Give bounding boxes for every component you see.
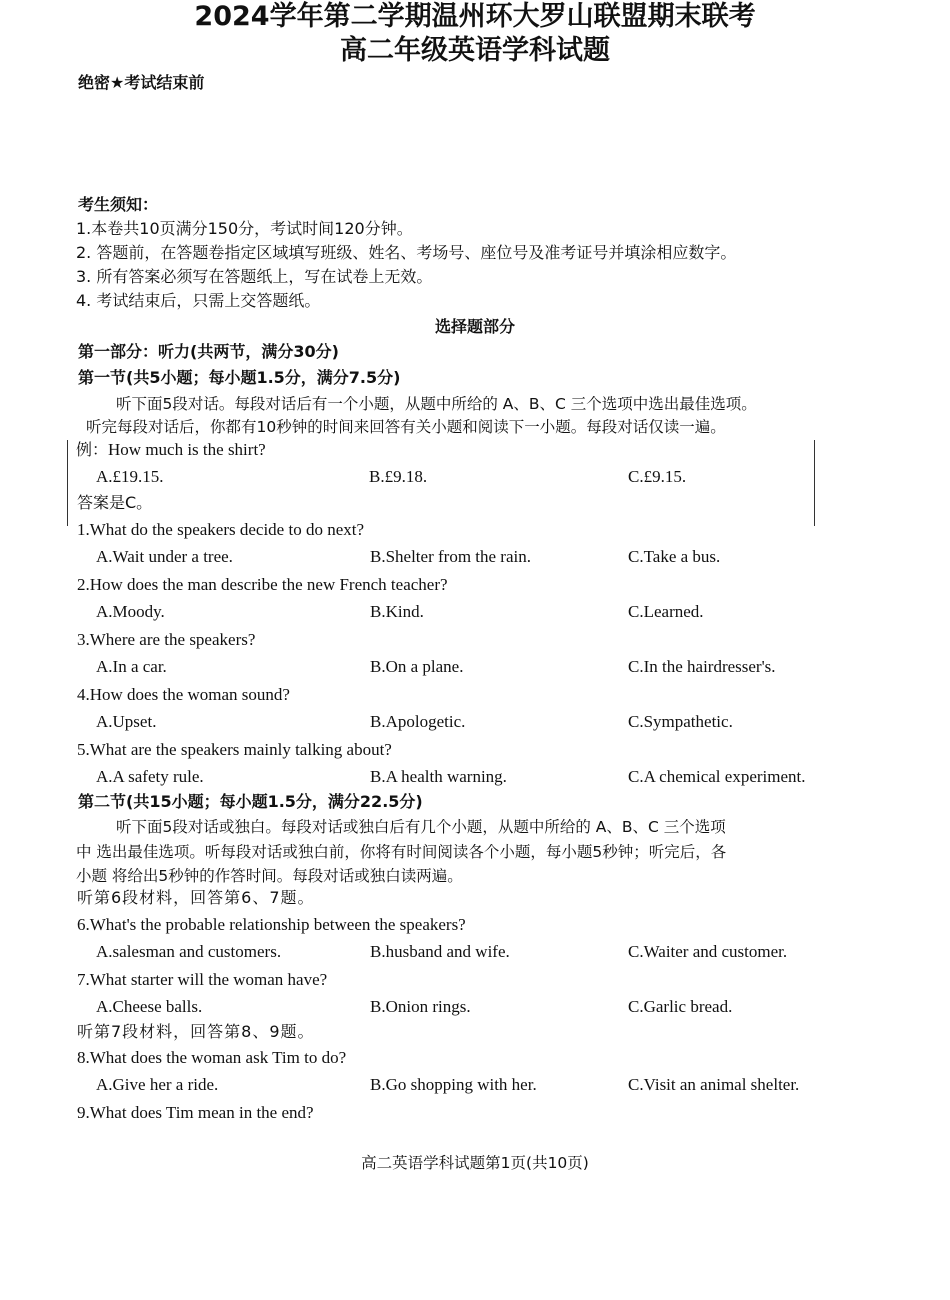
answer-option-c: C.Take a bus. — [628, 547, 721, 566]
answer-option-c: C.Garlic bread. — [628, 997, 733, 1016]
example-answer: 答案是C。 — [77, 493, 153, 512]
part1-title: 第一部分：听力(共两节，满分30分) — [78, 342, 339, 361]
section1-instructions: 听完每段对话后，你都有10秒钟的时间来回答有关小题和阅读下一小题。每段对话仅读一遍。 — [86, 418, 726, 436]
example-border-right — [814, 440, 815, 526]
example-option-a: A.£19.15. — [96, 467, 164, 486]
answer-option-b: B.husband and wife. — [370, 942, 510, 961]
question-text: 6.What's the probable relationship between the speakers? — [77, 915, 466, 934]
answer-option-c: C.Visit an animal shelter. — [628, 1075, 800, 1094]
section2-instructions: 小题 将给出5秒钟的作答时间。每段对话或独白读两遍。 — [76, 867, 463, 885]
question-text: 1.What do the speakers decide to do next? — [77, 520, 365, 539]
answer-option-c: C.In the hairdresser's. — [628, 657, 776, 676]
question-text: 4.How does the woman sound? — [77, 685, 290, 704]
question-text: 3.Where are the speakers? — [77, 630, 256, 649]
answer-option-c: C.A chemical experiment. — [628, 767, 806, 786]
example-option-b: B.£9.18. — [369, 467, 428, 486]
answer-option-a: A.Moody. — [96, 602, 165, 621]
question-text: 8.What does the woman ask Tim to do? — [77, 1048, 347, 1067]
question-text: 9.What does Tim mean in the end? — [77, 1103, 314, 1122]
answer-option-b: B.Shelter from the rain. — [370, 547, 531, 566]
material-7-heading: 听第7段材料，回答第8、9题。 — [77, 1022, 315, 1041]
answer-option-b: B.Kind. — [370, 602, 424, 621]
answer-option-c: C.Sympathetic. — [628, 712, 733, 731]
answer-option-a: A.Wait under a tree. — [96, 547, 233, 566]
answer-option-b: B.Onion rings. — [370, 997, 471, 1016]
answer-option-c: C.Waiter and customer. — [628, 942, 788, 961]
notice-item: 4. 考试结束后，只需上交答题纸。 — [76, 291, 321, 310]
answer-option-b: B.A health warning. — [370, 767, 507, 786]
section2-instructions: 中 选出最佳选项。听每段对话或独白前，你将有时间阅读各个小题，每小题5秒钟；听完后，各 — [76, 843, 727, 861]
answer-option-a: A.Give her a ride. — [96, 1075, 219, 1094]
answer-option-a: A.In a car. — [96, 657, 167, 676]
material-6-heading: 听第6段材料，回答第6、7题。 — [77, 888, 315, 907]
answer-option-b: B.Apologetic. — [370, 712, 466, 731]
exam-subtitle: 高二年级英语学科试题 — [340, 35, 610, 66]
part-title: 选择题部分 — [434, 317, 515, 336]
section2-title: 第二节(共15小题；每小题1.5分，满分22.5分) — [78, 792, 423, 811]
notice-item: 1.本卷共10页满分150分，考试时间120分钟。 — [76, 219, 413, 238]
example-question: 例：How much is the shirt? — [76, 440, 266, 459]
answer-option-b: B.On a plane. — [370, 657, 464, 676]
answer-option-c: C.Learned. — [628, 602, 704, 621]
question-text: 5.What are the speakers mainly talking about? — [77, 740, 392, 759]
notice-heading: 考生须知： — [78, 195, 159, 214]
section1-instructions: 听下面5段对话。每段对话后有一个小题，从题中所给的 A、B、C 三个选项中选出最佳选项。 — [116, 395, 757, 413]
question-text: 7.What starter will the woman have? — [77, 970, 328, 989]
section2-instructions: 听下面5段对话或独白。每段对话或独白后有几个小题，从题中所给的 A、B、C 三个选项 — [116, 818, 726, 836]
answer-option-a: A.A safety rule. — [96, 767, 204, 786]
example-border-left — [67, 440, 68, 526]
example-option-c: C.£9.15. — [628, 467, 687, 486]
secret-label: 绝密★考试结束前 — [78, 73, 205, 92]
notice-item: 3. 所有答案必须写在答题纸上，写在试卷上无效。 — [76, 267, 433, 286]
question-text: 2.How does the man describe the new French teacher? — [77, 575, 448, 594]
exam-title: 2024学年第二学期温州环大罗山联盟期末联考 — [194, 1, 756, 32]
answer-option-b: B.Go shopping with her. — [370, 1075, 537, 1094]
answer-option-a: A.salesman and customers. — [96, 942, 282, 961]
answer-option-a: A.Cheese balls. — [96, 997, 203, 1016]
answer-option-a: A.Upset. — [96, 712, 157, 731]
notice-item: 2. 答题前，在答题卷指定区域填写班级、姓名、考场号、座位号及准考证号并填涂相应数字。 — [76, 243, 737, 262]
page-footer: 高二英语学科试题第1页(共10页) — [361, 1154, 589, 1172]
section1-title: 第一节(共5小题；每小题1.5分，满分7.5分) — [78, 368, 401, 387]
